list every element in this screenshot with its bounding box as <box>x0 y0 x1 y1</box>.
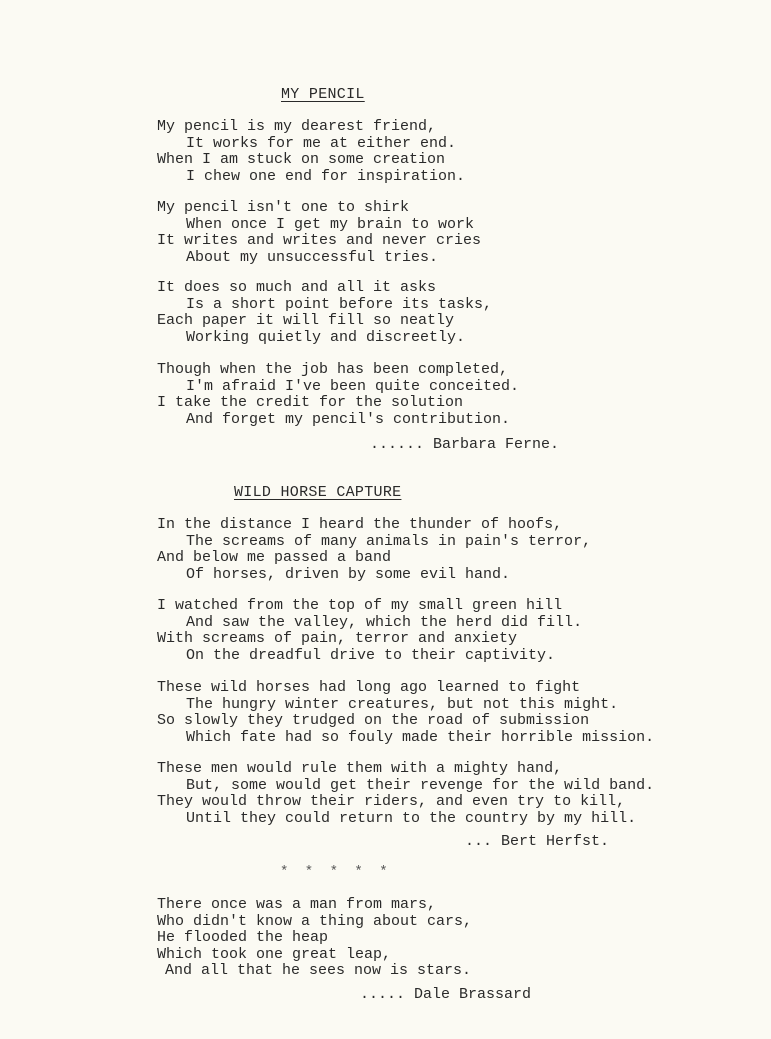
poem-line: They would throw their riders, and even try to kill, <box>157 793 626 810</box>
poem-line: Until they could return to the country by my hill. <box>186 809 637 827</box>
poem-line: There once was a man from mars, <box>157 896 437 913</box>
poem-line: And below me passed a band <box>157 549 392 566</box>
poem-line: In the distance I heard the thunder of hoofs, <box>157 516 563 533</box>
poem-line: I watched from the top of my small green hill <box>157 597 563 614</box>
poem-line: Each paper it will fill so neatly <box>157 312 455 329</box>
poem-line: And saw the valley, which the herd did fill. <box>186 613 583 631</box>
poem-line: Of horses, driven by some evil hand. <box>186 565 511 583</box>
poem-line: With screams of pain, terror and anxiety <box>157 630 518 647</box>
poem-line: And forget my pencil's contribution. <box>186 410 511 428</box>
poem-line: Which fate had so fouly made their horrible mission. <box>186 728 655 746</box>
poem2-author-credit: ... Bert Herfst. <box>465 833 610 850</box>
poem2-stanza-4 <box>157 761 654 827</box>
poem-line: When once I get my brain to work <box>186 215 475 233</box>
poem1-author-credit: ...... Barbara Ferne. <box>370 436 560 453</box>
poem-line: Who didn't know a thing about cars, <box>157 912 473 930</box>
section-separator: * * * * * <box>280 864 392 880</box>
poem-line: I'm afraid I've been quite conceited. <box>186 377 520 395</box>
poem-line: These wild horses had long ago learned to fight <box>157 679 581 696</box>
poem-line: It writes and writes and never cries <box>157 232 482 249</box>
poem2-stanza-1 <box>157 517 591 583</box>
poem-line: And all that he sees now is stars. <box>165 962 472 979</box>
poem-line: Though when the job has been completed, <box>157 361 509 378</box>
limerick <box>157 897 472 980</box>
poem-line: Is a short point before its tasks, <box>186 295 493 313</box>
poem-line: When I am stuck on some creation <box>157 151 446 168</box>
poem-line: These men would rule them with a mighty hand, <box>157 760 563 777</box>
poem-line: My pencil is my dearest friend, <box>157 118 437 135</box>
poem-line: Working quietly and discreetly. <box>186 328 466 346</box>
poem-line: About my unsuccessful tries. <box>186 248 439 266</box>
poem2-stanza-3 <box>157 680 654 746</box>
poem-line: It does so much and all it asks <box>157 279 437 296</box>
poem-line: My pencil isn't one to shirk <box>157 199 410 216</box>
poem-line: But, some would get their revenge for the wild band. <box>186 776 655 794</box>
poem-line: It works for me at either end. <box>186 134 457 152</box>
poem1-stanza-3 <box>157 280 492 346</box>
poem-line: On the dreadful drive to their captivity. <box>186 646 556 664</box>
poem1-stanza-1 <box>157 119 465 185</box>
poem1-stanza-2 <box>157 200 481 266</box>
poem-line: The hungry winter creatures, but not this might. <box>186 695 619 713</box>
poem-title-wild-horse-capture: WILD HORSE CAPTURE <box>234 484 402 501</box>
poem-line: I take the credit for the solution <box>157 394 464 411</box>
poem-line: Which took one great leap, <box>157 945 392 963</box>
limerick-author-credit: ..... Dale Brassard <box>360 986 532 1003</box>
poem-title-my-pencil: MY PENCIL <box>281 86 365 103</box>
poem-line: He flooded the heap <box>157 929 329 946</box>
poem-line: The screams of many animals in pain's terror, <box>186 532 592 550</box>
poem-line: I chew one end for inspiration. <box>186 167 466 185</box>
poem2-stanza-2 <box>157 598 582 664</box>
poem1-stanza-4 <box>157 362 519 428</box>
poem-line: So slowly they trudged on the road of submission <box>157 712 590 729</box>
